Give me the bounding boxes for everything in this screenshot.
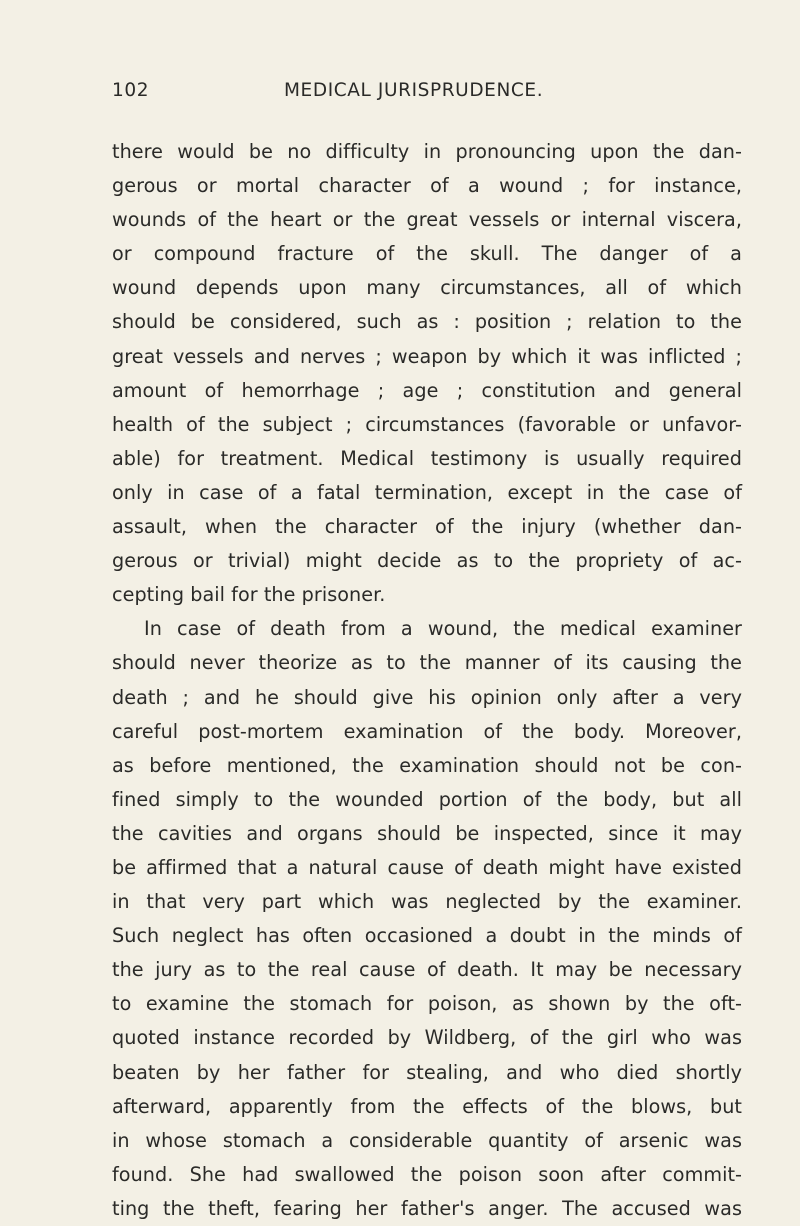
text-line: able) for treatment. Medical testimony is usually required — [112, 446, 742, 470]
text-line: there would be no difficulty in pronouncing upon the dan- — [112, 140, 742, 163]
text-line: great vessels and nerves ; weapon by which it was inflicted ; — [112, 344, 742, 368]
text-line: death ; and he should give his opinion only after a very — [112, 685, 742, 709]
text-line: cepting bail for the prisoner. — [112, 583, 386, 607]
text-line: or compound fracture of the skull. The danger of a — [112, 242, 742, 266]
text-line: in that very part which was neglected by the examiner. — [112, 890, 742, 914]
page-header — [112, 80, 742, 110]
text-line: wound depends upon many circumstances, all of which — [112, 276, 742, 300]
text-line: quoted instance recorded by Wildberg, of the girl who was — [112, 1026, 742, 1050]
text-line: health of the subject ; circumstances (favorable or unfavor- — [112, 412, 742, 436]
text-line: gerous or mortal character of a wound ; for instance, — [112, 174, 742, 198]
text-line: gerous or trivial) might decide as to the propriety of ac- — [112, 549, 742, 573]
text-line: the jury as to the real cause of death. It may be necessary — [112, 958, 742, 982]
text-line: Such neglect has often occasioned a doubt in the minds of — [112, 924, 742, 948]
body-text — [112, 135, 742, 1226]
text-line: be affirmed that a natural cause of death might have existed — [112, 855, 742, 879]
text-line: to examine the stomach for poison, as shown by the oft- — [112, 992, 742, 1016]
text-line: in whose stomach a considerable quantity of arsenic was — [112, 1128, 742, 1152]
text-line: beaten by her father for stealing, and who died shortly — [112, 1060, 742, 1084]
page-number: 102 — [112, 80, 150, 101]
text-line: assault, when the character of the injury (whether dan- — [112, 515, 742, 539]
text-line: the cavities and organs should be inspected, since it may — [112, 821, 742, 845]
running-head: MEDICAL JURISPRUDENCE. — [284, 80, 544, 101]
text-line: wounds of the heart or the great vessels or internal viscera, — [112, 208, 742, 232]
text-line: should be considered, such as : position ; relation to the — [112, 310, 742, 334]
text-line: as before mentioned, the examination should not be con- — [112, 753, 742, 777]
text-line: amount of hemorrhage ; age ; constitution and general — [112, 378, 742, 402]
text-line: afterward, apparently from the effects of the blows, but — [112, 1094, 742, 1118]
text-line: only in case of a fatal termination, except in the case of — [112, 480, 742, 504]
text-line: ting the theft, fearing her father's anger. The accused was — [112, 1196, 742, 1220]
text-line: found. She had swallowed the poison soon after commit- — [112, 1162, 742, 1186]
text-line: In case of death from a wound, the medical examiner — [144, 617, 742, 641]
text-line: careful post-mortem examination of the body. Moreover, — [112, 719, 742, 743]
text-line: should never theorize as to the manner of its causing the — [112, 651, 742, 675]
text-line: fined simply to the wounded portion of the body, but all — [112, 787, 742, 811]
